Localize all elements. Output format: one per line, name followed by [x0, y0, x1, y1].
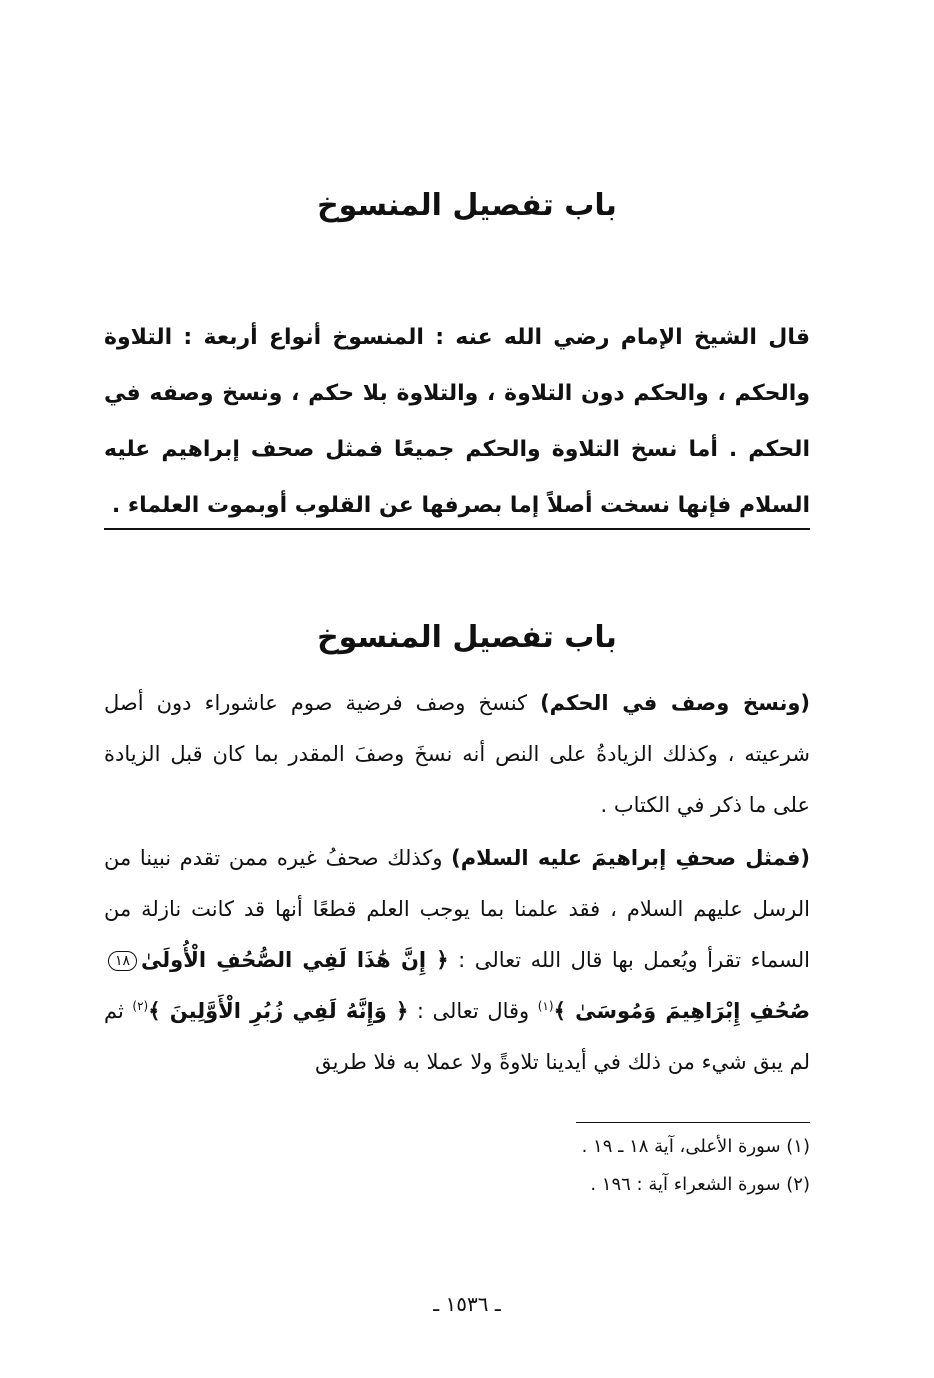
main-text-quote: قال الشيخ الإمام رضي الله عنه : المنسوخ أنواع أربعة : التلاوة والحكم ، والحكم دون التلاوة ، والتلاوة بلا حكم ، ونسخ وصفه في الحكم . أما نسخ التلاوة والحكم جميعًا فمثل صحف إبراهيم عليه السلام فإنها نسخت أصلاً إما بصرفها عن القلوب أوبموت العلماء .	[104, 325, 810, 518]
footnote-reference: (١)	[537, 999, 554, 1013]
commentary-text: كنسخ وصف فرضية صوم عاشوراء دون أصل شرعيته ، وكذلك الزيادةُ على النص أنه نسخَ وصفَ المقدر بما كان قبل الزيادة على ما ذكر في الكتاب .	[104, 691, 810, 817]
quoted-lemma: (ونسخ وصف في الحكم)	[540, 691, 810, 715]
commentary-title: باب تفصيل المنسوخ	[317, 620, 617, 655]
quran-verse: ﴿ وَإِنَّهُ لَفِي زُبُرِ الْأَوَّلِينَ ﴾	[148, 999, 409, 1023]
quran-verse: ﴿ إِنَّ هَٰذَا لَفِي الصُّحُفِ الْأُولَىٰ	[141, 948, 449, 972]
commentary-paragraph	[104, 678, 810, 831]
chapter-title: باب تفصيل المنسوخ	[317, 188, 617, 223]
footnote: (١) سورة الأعلى، آية ١٨ ـ ١٩ .	[581, 1136, 810, 1157]
quran-verse: صُحُفِ إِبْرَاهِيمَ وَمُوسَىٰ ﴾	[553, 999, 810, 1023]
commentary-text: وقال تعالى :	[408, 999, 538, 1023]
footnote-reference: (٢)	[132, 999, 149, 1013]
commentary-paragraph	[104, 833, 810, 1088]
verse-number-marker: ١٨	[108, 951, 137, 971]
section-divider	[104, 528, 810, 530]
footnote: (٢) سورة الشعراء آية : ١٩٦ .	[590, 1174, 810, 1195]
commentary-text: ثم لم يبق شيء من ذلك في أيدينا تلاوةً ولا عملا به فلا طريق	[104, 999, 810, 1074]
quoted-lemma: (فمثل صحفِ إبراهيمَ عليه السلام)	[451, 846, 811, 870]
page-number: ـ ١٥٣٦ ـ	[433, 1292, 501, 1316]
commentary-text: وكذلك صحفُ غيره ممن تقدم نبينا من الرسل عليهم السلام ، فقد علمنا بما يوجب العلم قطعًا أنها قد كانت نازلة من السماء تقرأ ويُعمل بها قال الله تعالى :	[104, 846, 811, 972]
footnote-divider	[576, 1122, 810, 1123]
